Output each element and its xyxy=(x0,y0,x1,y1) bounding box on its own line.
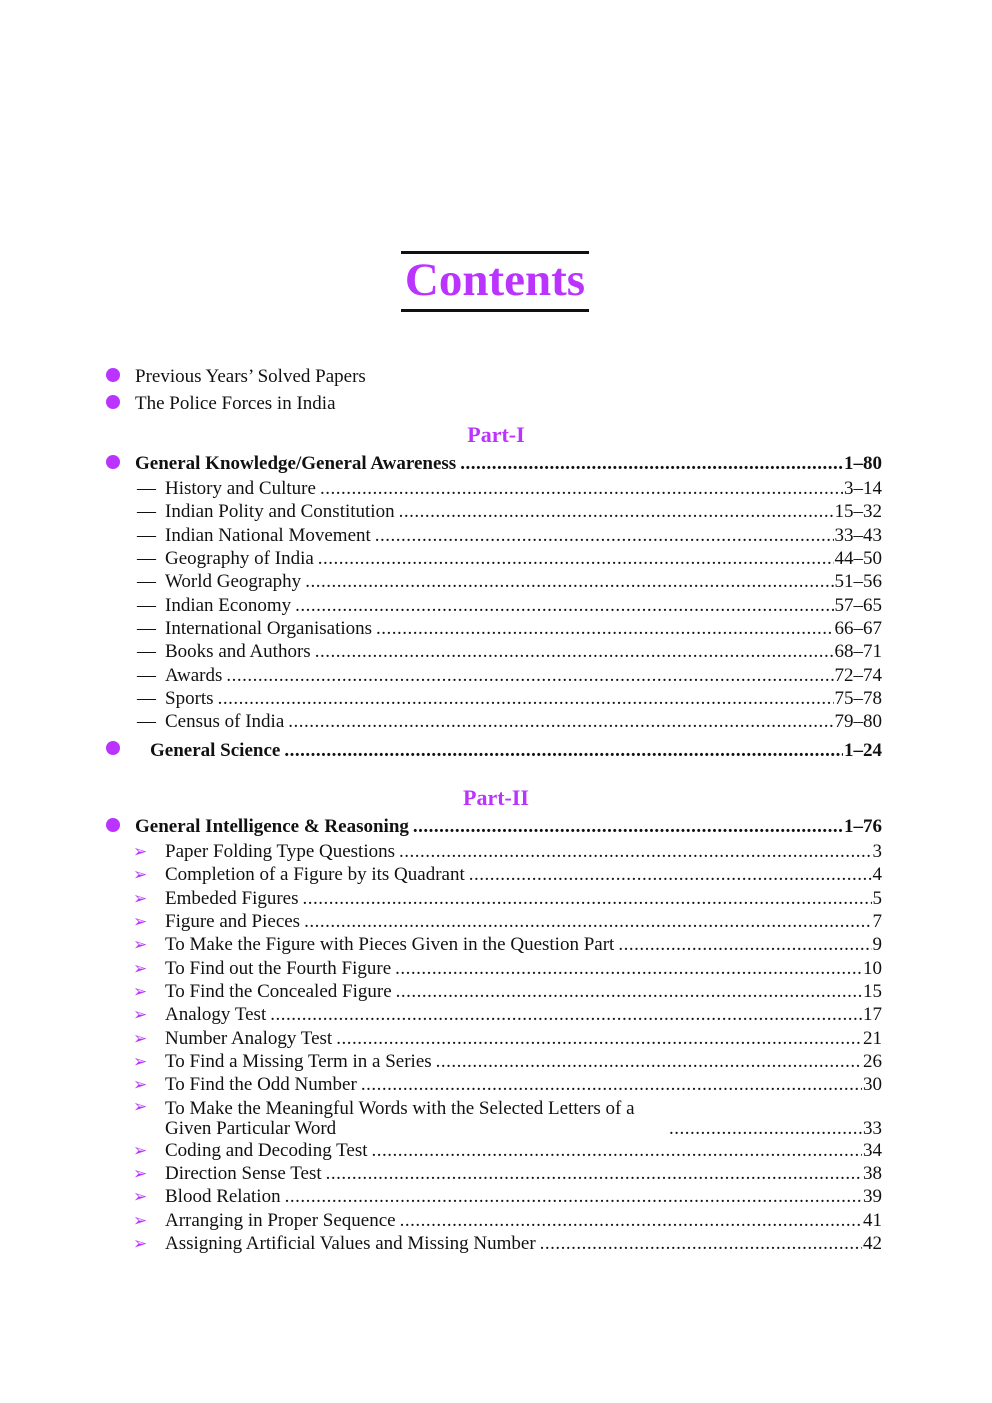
arrowhead-icon: ➢ xyxy=(133,958,148,978)
toc-entry xyxy=(0,524,992,547)
section-pages: 1–80 xyxy=(844,452,882,474)
entry-title: International Organisations xyxy=(165,618,373,640)
dash-icon: — xyxy=(137,548,156,570)
entry-title: Coding and Decoding Test xyxy=(165,1139,368,1161)
entry-title: Assigning Artificial Values and Missing Number xyxy=(165,1233,536,1255)
entry-title: Books and Authors xyxy=(165,641,311,663)
entry-title: Number Analogy Test xyxy=(165,1027,333,1049)
arrowhead-icon: ➢ xyxy=(133,1096,148,1116)
entry-pages: 15–32 xyxy=(834,501,882,523)
dot-leader xyxy=(285,1185,862,1208)
dot-leader xyxy=(413,815,843,838)
dash-icon: — xyxy=(137,618,156,640)
dot-leader xyxy=(469,863,872,886)
entry-pages: 44–50 xyxy=(834,548,882,570)
bullet-icon xyxy=(106,818,120,832)
dot-leader xyxy=(400,1209,862,1232)
toc-entry xyxy=(0,980,992,1003)
entry-title: World Geography xyxy=(165,571,302,593)
entry-title: To Find the Concealed Figure xyxy=(165,981,392,1003)
dot-leader xyxy=(376,617,833,640)
toc-entry xyxy=(0,1073,992,1096)
toc-entry xyxy=(0,547,992,570)
toc-entry xyxy=(0,957,992,980)
dot-leader xyxy=(303,887,872,910)
intro-list xyxy=(0,363,992,417)
arrowhead-icon: ➢ xyxy=(133,1140,148,1160)
dot-leader xyxy=(361,1073,862,1096)
toc-entry xyxy=(0,1003,992,1026)
intro-item-label: The Police Forces in India xyxy=(135,392,336,414)
dot-leader xyxy=(295,594,833,617)
dot-leader xyxy=(436,1050,862,1073)
intro-item xyxy=(0,363,992,390)
entry-title: History and Culture xyxy=(165,478,316,499)
dash-icon: — xyxy=(137,594,156,616)
entry-title: Figure and Pieces xyxy=(165,911,301,933)
section-title: General Knowledge/General Awareness xyxy=(135,452,457,474)
dot-leader xyxy=(372,1139,862,1162)
dot-leader xyxy=(305,570,833,593)
entry-pages: 42 xyxy=(863,1233,882,1255)
dot-leader xyxy=(375,524,834,547)
part-heading: Part-II xyxy=(463,785,529,810)
toc-entry xyxy=(0,1162,992,1185)
dot-leader xyxy=(395,957,862,980)
dot-leader xyxy=(399,500,834,523)
dash-icon: — xyxy=(137,688,156,710)
arrowhead-icon: ➢ xyxy=(133,888,148,908)
entry-title: To Make the Figure with Pieces Given in the Question Part xyxy=(165,934,615,956)
dash-icon: — xyxy=(137,524,156,546)
entry-title: Analogy Test xyxy=(165,1004,267,1026)
entry-title: Geography of India xyxy=(165,548,314,570)
entry-title: Arranging in Proper Sequence xyxy=(165,1209,396,1231)
entry-title: To Find a Missing Term in a Series xyxy=(165,1051,432,1073)
entry-pages: 38 xyxy=(863,1163,882,1185)
arrowhead-icon: ➢ xyxy=(133,982,148,1002)
toc-entry xyxy=(0,594,992,617)
entry-pages: 3 xyxy=(872,841,882,862)
toc-entry xyxy=(0,477,992,500)
arrowhead-icon: ➢ xyxy=(133,1164,148,1184)
dot-leader xyxy=(396,980,862,1003)
arrowhead-icon: ➢ xyxy=(133,1005,148,1025)
toc-entry xyxy=(0,1185,992,1208)
bullet-icon xyxy=(106,741,120,755)
entry-pages: 10 xyxy=(863,957,882,979)
entry-pages: 33–43 xyxy=(834,524,882,546)
arrowhead-icon: ➢ xyxy=(133,1234,148,1254)
arrowhead-icon: ➢ xyxy=(133,1210,148,1230)
bullet-icon xyxy=(106,395,120,409)
entry-pages: 3–14 xyxy=(844,478,882,499)
section-pages: 1–24 xyxy=(844,739,882,761)
part-2 xyxy=(0,783,992,1256)
entry-title: Census of India xyxy=(165,711,285,733)
toc-entry xyxy=(0,887,992,910)
entry-pages: 39 xyxy=(863,1186,882,1208)
toc-entry xyxy=(0,570,992,593)
arrowhead-icon: ➢ xyxy=(133,1075,148,1095)
arrowhead-icon: ➢ xyxy=(133,842,148,861)
toc-entry xyxy=(0,710,992,733)
toc-entry xyxy=(0,1050,992,1073)
toc-entry xyxy=(0,1232,992,1255)
dot-leader xyxy=(320,477,843,500)
dot-leader xyxy=(304,910,871,933)
section-title: General Science xyxy=(150,739,281,761)
entry-pages: 66–67 xyxy=(834,618,882,640)
entry-title: Indian Economy xyxy=(165,594,292,616)
entry-title: To Find out the Fourth Figure xyxy=(165,957,392,979)
entry-title: Direction Sense Test xyxy=(165,1163,322,1185)
toc-entry xyxy=(0,500,992,523)
part-1 xyxy=(0,420,992,764)
dot-leader xyxy=(288,710,833,733)
entry-pages: 30 xyxy=(863,1074,882,1096)
entry-pages: 72–74 xyxy=(834,664,882,686)
entry-pages: 51–56 xyxy=(834,571,882,593)
arrowhead-icon: ➢ xyxy=(133,1187,148,1207)
entry-title: Indian Polity and Constitution xyxy=(165,501,395,523)
toc-entry xyxy=(0,1027,992,1050)
dot-leader xyxy=(460,452,843,475)
dot-leader xyxy=(270,1003,862,1026)
entry-title: Paper Folding Type Questions xyxy=(165,841,396,862)
entry-title: Completion of a Figure by its Quadrant xyxy=(165,864,465,886)
dash-icon: — xyxy=(137,501,156,523)
dot-leader xyxy=(618,933,871,956)
section-title: General Intelligence & Reasoning xyxy=(135,815,409,837)
arrowhead-icon: ➢ xyxy=(133,865,148,885)
entry-pages: 75–78 xyxy=(834,688,882,710)
entry-pages: 4 xyxy=(872,864,882,886)
dash-icon: — xyxy=(137,664,156,686)
entry-pages: 17 xyxy=(863,1004,882,1026)
entry-title: Blood Relation xyxy=(165,1186,281,1208)
intro-item-label: Previous Years’ Solved Papers xyxy=(135,365,366,387)
entry-title: Indian National Movement xyxy=(165,524,371,546)
dot-leader xyxy=(399,840,871,863)
entry-title: Sports xyxy=(165,688,214,710)
toc-entry xyxy=(0,1209,992,1232)
toc-entry xyxy=(0,910,992,933)
entry-title: Embeded Figures xyxy=(165,887,299,909)
toc-entry xyxy=(0,617,992,640)
toc-entry xyxy=(0,664,992,687)
toc-entry xyxy=(0,640,992,663)
entry-pages: 15 xyxy=(863,981,882,1003)
entry-pages: 7 xyxy=(872,911,882,933)
section-pages: 1–76 xyxy=(844,815,882,837)
section-entry xyxy=(0,450,992,477)
section-entry xyxy=(0,813,992,840)
dash-icon: — xyxy=(137,711,156,733)
dot-leader xyxy=(284,739,843,762)
arrowhead-icon: ➢ xyxy=(133,1052,148,1072)
entry-pages: 68–71 xyxy=(834,641,882,663)
entry-pages: 5 xyxy=(872,887,882,909)
entry-pages: 41 xyxy=(863,1209,882,1231)
entry-title: To Make the Meaningful Words with the Selected Letters of a Given Particular Word xyxy=(165,1097,635,1139)
page-title: Contents xyxy=(401,251,589,312)
toc-entry xyxy=(0,1139,992,1162)
dot-leader xyxy=(336,1027,862,1050)
dot-leader xyxy=(318,547,834,570)
intro-item xyxy=(0,390,992,417)
dash-icon: — xyxy=(137,641,156,663)
entry-pages: 57–65 xyxy=(834,594,882,616)
toc-entry xyxy=(0,840,992,863)
entry-pages: 34 xyxy=(863,1139,882,1161)
dash-icon: — xyxy=(137,571,156,593)
arrowhead-icon: ➢ xyxy=(133,912,148,932)
dash-icon: — xyxy=(137,478,156,499)
toc-entry xyxy=(0,863,992,886)
entry-pages: 33 xyxy=(863,1117,882,1139)
dot-leader xyxy=(315,640,834,663)
dot-leader xyxy=(540,1232,862,1255)
dot-leader xyxy=(226,664,833,687)
toc-entry xyxy=(0,1097,992,1139)
dot-leader xyxy=(218,687,834,710)
arrowhead-icon: ➢ xyxy=(133,935,148,955)
entry-pages: 21 xyxy=(863,1027,882,1049)
dot-leader xyxy=(669,1119,862,1139)
section-entry xyxy=(0,737,992,764)
entry-title: To Find the Odd Number xyxy=(165,1074,357,1096)
part-heading: Part-I xyxy=(467,422,525,447)
entry-title: Awards xyxy=(165,664,223,686)
bullet-icon xyxy=(106,455,120,469)
dot-leader xyxy=(326,1162,862,1185)
entry-pages: 9 xyxy=(872,934,882,956)
entry-pages: 26 xyxy=(863,1051,882,1073)
bullet-icon xyxy=(106,368,120,382)
arrowhead-icon: ➢ xyxy=(133,1028,148,1048)
entry-pages: 79–80 xyxy=(834,711,882,733)
toc-entry xyxy=(0,933,992,956)
toc-entry xyxy=(0,687,992,710)
